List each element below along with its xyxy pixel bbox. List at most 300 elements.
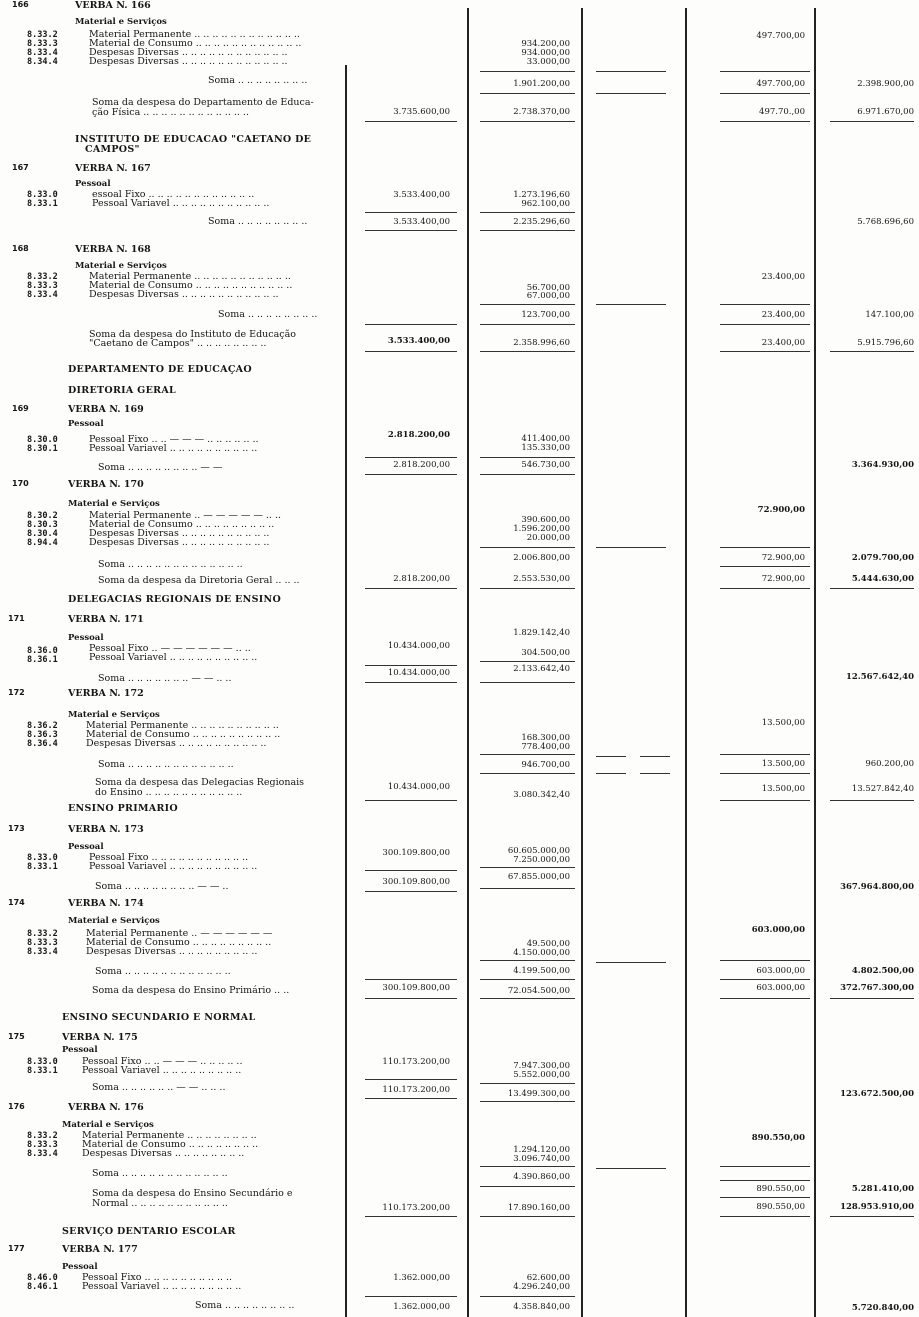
item-code: 8.30.4: [27, 529, 58, 539]
amount: 20.000,00: [526, 533, 570, 543]
amount: 72.900,00: [761, 574, 805, 584]
item-code: 8.34.4: [27, 57, 58, 67]
rule-line: [365, 324, 457, 325]
item-label: Despesas Diversas .. .. .. .. .. .. .. ..: [82, 1148, 245, 1159]
rule-line: [596, 304, 666, 305]
rule-line: [365, 682, 457, 683]
total-label: Soma da despesa das Delegacias Regionais: [95, 777, 305, 788]
amount: 2.235.296,60: [513, 217, 570, 227]
amount: 2.398.900,00: [857, 79, 914, 89]
amount: 23.400,00: [761, 272, 805, 282]
amount: 2.133.642,40: [513, 664, 570, 674]
amount: 13.500,00: [761, 759, 805, 769]
rule-line: [365, 870, 457, 871]
verba-marker: 169: [12, 404, 29, 413]
group-label: Pessoal: [62, 1262, 98, 1272]
rule-line: [640, 756, 670, 757]
rule-line: [596, 756, 626, 757]
rule-line: [480, 304, 575, 305]
verba-marker: 173: [8, 824, 25, 833]
rule-line: [480, 661, 575, 662]
amount: 4.358.840,00: [513, 1302, 570, 1312]
rule-line: [720, 566, 810, 567]
rule-line: [480, 457, 575, 458]
item-code: 8.33.3: [27, 39, 58, 49]
amount: 12.567.642,40: [845, 672, 914, 682]
total-label: Soma da despesa da Diretoria Geral .. .. ..: [98, 575, 300, 586]
amount: 1.294.120,00: [513, 1145, 570, 1155]
amount: 497.700,00: [756, 31, 805, 41]
item-code: 8.33.2: [27, 30, 58, 40]
rule-line: [365, 800, 457, 801]
total-label: Soma da despesa do Ensino Secundário e: [92, 1188, 293, 1199]
amount: 1.829.142,40: [513, 628, 570, 638]
rule-line: [365, 891, 457, 892]
item-label: Pessoal Fixo .. .. .. .. .. .. .. .. .. ..: [82, 1272, 233, 1283]
column-rule: [581, 8, 583, 1317]
amount: 890.550,00: [756, 1184, 805, 1194]
total-label: Soma da despesa do Ensino Primário .. ..: [92, 985, 290, 996]
rule-line: [480, 93, 575, 94]
rule-line: [365, 351, 457, 352]
item-code: 8.33.1: [27, 199, 58, 209]
rule-line: [830, 121, 914, 122]
item-code: 8.33.0: [27, 190, 58, 200]
soma-label: Soma .. .. .. .. .. .. .. .. — — ..: [95, 881, 229, 892]
rule-line: [480, 212, 575, 213]
amount: 7.947.300,00: [513, 1061, 570, 1071]
verba-marker: 167: [12, 163, 29, 172]
rule-line: [720, 800, 810, 801]
rule-line: [720, 304, 810, 305]
rule-line: [480, 1166, 575, 1167]
rule-line: [480, 474, 575, 475]
amount: 1.596.200,00: [513, 524, 570, 534]
item-code: 8.33.4: [27, 1149, 58, 1159]
rule-line: [720, 754, 810, 755]
verba-marker: 168: [12, 244, 29, 253]
item-label: Despesas Diversas .. .. .. .. .. .. .. .. .. .. .. ..: [89, 56, 288, 67]
rule-line: [480, 754, 575, 755]
verba-marker: 166: [12, 0, 29, 9]
item-code: 8.33.3: [27, 281, 58, 291]
amount: 1.362.000,00: [393, 1302, 450, 1312]
amount: 6.971.670,00: [857, 107, 914, 117]
verba-title: VERBA N. 173: [68, 824, 144, 835]
rule-line: [365, 588, 457, 589]
amount: 10.434.000,00: [387, 668, 450, 678]
amount: 5.444.630,00: [851, 574, 914, 584]
rule-line: [480, 324, 575, 325]
verba-title: VERBA N. 175: [62, 1032, 138, 1043]
amount: 3.735.600,00: [393, 107, 450, 117]
amount: 10.434.000,00: [387, 641, 450, 651]
group-label: Pessoal: [75, 179, 111, 189]
rule-line: [365, 1296, 457, 1297]
group-label: Pessoal: [62, 1045, 98, 1055]
amount: 946.700,00: [521, 760, 570, 770]
item-code: 8.36.0: [27, 646, 58, 656]
item-label: Pessoal Variavel .. .. .. .. .. .. .. .. .. ..: [89, 652, 258, 663]
group-label: Material e Serviços: [68, 916, 160, 926]
item-code: 8.36.1: [27, 655, 58, 665]
amount: 934.200,00: [521, 39, 570, 49]
soma-label: Soma .. .. .. .. .. .. .. ..: [208, 75, 308, 86]
section-heading: INSTITUTO DE EDUCACAO "CAETANO DE: [75, 134, 312, 145]
item-label: Material Permanente .. — — — — — —: [86, 928, 273, 939]
amount: 123.672.500,00: [840, 1089, 914, 1099]
item-label: Material Permanente .. — — — — — .. ..: [89, 510, 282, 521]
item-label: Pessoal Variavel .. .. .. .. .. .. .. .. ..: [82, 1065, 242, 1076]
soma-label: Soma .. .. .. .. .. .. .. .. .. .. .. ..: [98, 759, 234, 770]
amount: 60.605.000,00: [507, 846, 570, 856]
amount: 23.400,00: [761, 338, 805, 348]
verba-title: VERBA N. 169: [68, 404, 144, 415]
rule-line: [365, 998, 457, 999]
rule-line: [480, 351, 575, 352]
item-code: 8.30.2: [27, 511, 58, 521]
item-label: Pessoal Fixo .. .. — — — .. .. .. .. ..: [82, 1056, 243, 1067]
soma-label: Soma .. .. .. .. .. .. .. — — .. ..: [98, 673, 232, 684]
item-label: Material de Consumo .. .. .. .. .. .. .. ..: [82, 1139, 259, 1150]
amount: 2.358.996,60: [513, 338, 570, 348]
item-label: Pessoal Fixo .. — — — — — — .. ..: [89, 643, 251, 654]
amount: 72.900,00: [757, 505, 805, 515]
total-label: Soma da despesa do Departamento de Educa-: [92, 97, 314, 108]
item-label: Pessoal Fixo .. .. — — — .. .. .. .. .. ..: [89, 434, 259, 445]
rule-line: [830, 351, 914, 352]
amount: 13.499.300,00: [507, 1089, 570, 1099]
rule-line: [480, 773, 575, 774]
amount: 603.000,00: [756, 966, 805, 976]
rule-line: [365, 979, 457, 980]
rule-line: [480, 547, 575, 548]
rule-line: [480, 960, 575, 961]
verba-title: VERBA N. 168: [75, 244, 151, 255]
item-code: 8.46.1: [27, 1282, 58, 1292]
amount: 123.700,00: [521, 310, 570, 320]
amount: 5.281.410,00: [851, 1184, 914, 1194]
amount: 497.700,00: [756, 79, 805, 89]
group-label: Pessoal: [68, 419, 104, 429]
item-label: Material Permanente .. .. .. .. .. .. .. ..: [82, 1130, 257, 1141]
amount: 147.100,00: [865, 310, 914, 320]
verba-title: VERBA N. 170: [68, 479, 144, 490]
rule-line: [720, 979, 810, 980]
amount: 23.400,00: [761, 310, 805, 320]
item-code: 8.30.1: [27, 444, 58, 454]
soma-label: Soma .. .. .. .. .. .. .. .. .. .. .. .. ..: [98, 559, 243, 570]
soma-label: Soma .. .. .. .. .. .. .. ..: [195, 1300, 295, 1311]
item-code: 8.33.0: [27, 1057, 58, 1067]
rule-line: [480, 121, 575, 122]
amount: 168.300,00: [521, 733, 570, 743]
item-label: Despesas Diversas .. .. .. .. .. .. .. .. .. .. ..: [89, 289, 279, 300]
amount: 2.818.200,00: [387, 430, 450, 440]
total-label: Soma da despesa do Instituto de Educação: [89, 329, 296, 340]
rule-line: [480, 979, 575, 980]
rule-line: [640, 773, 670, 774]
rule-line: [480, 230, 575, 231]
item-label: Material Permanente .. .. .. .. .. .. .. .. .. .. .. ..: [89, 29, 300, 40]
item-code: 8.33.4: [27, 290, 58, 300]
amount: 7.250.000,00: [513, 855, 570, 865]
amount: 3.533.400,00: [393, 217, 450, 227]
amount: 304.500,00: [521, 648, 570, 658]
group-label: Material e Serviços: [62, 1120, 154, 1130]
amount: 110.173.200,00: [382, 1085, 450, 1095]
rule-line: [596, 962, 666, 963]
amount: 3.080.342,40: [513, 790, 570, 800]
soma-label: Soma .. .. .. .. .. .. .. ..: [218, 309, 318, 320]
rule-line: [480, 998, 575, 999]
rule-line: [596, 1168, 666, 1169]
amount: 603.000,00: [756, 983, 805, 993]
total-label: Normal .. .. .. .. .. .. .. .. .. .. ..: [92, 1198, 228, 1209]
amount: 603.000,00: [751, 925, 805, 935]
item-code: 8.46.0: [27, 1273, 58, 1283]
item-code: 8.36.2: [27, 721, 58, 731]
rule-line: [830, 588, 914, 589]
item-code: 8.33.1: [27, 1066, 58, 1076]
verba-title: VERBA N. 167: [75, 163, 151, 174]
rule-line: [480, 71, 575, 72]
soma-label: Soma .. .. .. .. .. .. .. .. .. .. .. ..: [95, 966, 231, 977]
amount: 497.70.,00: [759, 107, 805, 117]
section-heading: CAMPOS": [85, 144, 140, 155]
item-code: 8.33.4: [27, 947, 58, 957]
section-heading: DIRETORIA GERAL: [68, 385, 176, 396]
rule-line: [365, 1079, 457, 1080]
amount: 367.964.800,00: [840, 882, 914, 892]
verba-marker: 175: [8, 1032, 25, 1041]
rule-line: [480, 1101, 575, 1102]
item-code: 8.33.3: [27, 938, 58, 948]
rule-line: [480, 888, 575, 889]
amount: 17.890.160,00: [507, 1203, 570, 1213]
item-code: 8.33.4: [27, 48, 58, 58]
rule-line: [480, 867, 575, 868]
column-rule: [685, 8, 687, 1317]
section-heading: SERVIÇO DENTARIO ESCOLAR: [62, 1226, 236, 1237]
amount: 110.173.200,00: [382, 1057, 450, 1067]
item-code: 8.36.3: [27, 730, 58, 740]
amount: 2.738.370,00: [513, 107, 570, 117]
item-code: 8.33.3: [27, 1140, 58, 1150]
amount: 411.400,00: [521, 434, 570, 444]
total-label: ção Física .. .. .. .. .. .. .. .. .. .. .. ..: [92, 107, 249, 118]
amount: 128.953.910,00: [840, 1202, 914, 1212]
verba-title: VERBA N. 174: [68, 898, 144, 909]
item-label: Material de Consumo .. .. .. .. .. .. .. .. .. ..: [86, 729, 281, 740]
item-label: essoal Fixo .. .. .. .. .. .. .. .. .. .. .. ..: [92, 189, 255, 200]
section-heading: DELEGACIAS REGIONAIS DE ENSINO: [68, 594, 282, 605]
item-code: 8.33.2: [27, 929, 58, 939]
amount: 3.096.740,00: [513, 1154, 570, 1164]
verba-marker: 176: [8, 1102, 25, 1111]
amount: 390.600,00: [521, 515, 570, 525]
amount: 135.330,00: [521, 443, 570, 453]
verba-title: VERBA N. 166: [75, 0, 151, 11]
rule-line: [596, 93, 666, 94]
item-label: Despesas Diversas .. .. .. .. .. .. .. .. .. ..: [89, 528, 270, 539]
soma-label: Soma .. .. .. .. .. .. .. .. — —: [98, 462, 223, 473]
rule-line: [365, 1098, 457, 1099]
amount: 890.550,00: [751, 1133, 805, 1143]
verba-title: VERBA N. 171: [68, 614, 144, 625]
item-label: Pessoal Variavel .. .. .. .. .. .. .. .. .. ..: [89, 861, 258, 872]
amount: 13.527.842,40: [851, 784, 914, 794]
amount: 13.500,00: [761, 718, 805, 728]
group-label: Pessoal: [68, 633, 104, 643]
item-code: 8.33.0: [27, 853, 58, 863]
group-label: Pessoal: [68, 842, 104, 852]
column-rule: [345, 65, 347, 1317]
rule-line: [596, 71, 666, 72]
item-label: Despesas Diversas .. .. .. .. .. .. .. .. .. .. .. ..: [89, 47, 288, 58]
rule-line: [720, 773, 810, 774]
amount: 2.553.530,00: [513, 574, 570, 584]
rule-line: [720, 998, 810, 999]
group-label: Material e Serviços: [68, 499, 160, 509]
amount: 300.109.800,00: [382, 983, 450, 993]
rule-line: [480, 1216, 575, 1217]
section-heading: DEPARTAMENTO DE EDUCAÇAO: [68, 364, 252, 375]
amount: 5.552.000,00: [513, 1070, 570, 1080]
column-rule: [814, 8, 816, 1317]
amount: 110.173.200,00: [382, 1203, 450, 1213]
amount: 5.915.796,60: [857, 338, 914, 348]
rule-line: [365, 212, 457, 213]
amount: 962.100,00: [521, 199, 570, 209]
rule-line: [720, 588, 810, 589]
rule-line: [720, 547, 810, 548]
rule-line: [720, 960, 810, 961]
amount: 10.434.000,00: [387, 782, 450, 792]
rule-line: [596, 773, 626, 774]
section-heading: ENSINO SECUNDARIO E NORMAL: [62, 1012, 256, 1023]
amount: 2.818.200,00: [393, 574, 450, 584]
amount: 2.818.200,00: [393, 460, 450, 470]
rule-line: [480, 1186, 575, 1187]
rule-line: [480, 1083, 575, 1084]
soma-label: Soma .. .. .. .. .. .. — — .. .. ..: [92, 1082, 226, 1093]
amount: 5.768.696,60: [857, 217, 914, 227]
verba-marker: 170: [12, 479, 29, 488]
section-heading: ENSINO PRIMARIO: [68, 803, 178, 814]
amount: 300.109.800,00: [382, 877, 450, 887]
item-label: Pessoal Variavel .. .. .. .. .. .. .. .. .. .. ..: [92, 198, 270, 209]
item-label: Pessoal Variavel .. .. .. .. .. .. .. .. ..: [82, 1281, 242, 1292]
amount: 33.000,00: [526, 57, 570, 67]
rule-line: [720, 121, 810, 122]
amount: 72.054.500,00: [507, 986, 570, 996]
rule-line: [830, 1216, 914, 1217]
item-code: 8.33.2: [27, 272, 58, 282]
group-label: Material e Serviços: [68, 710, 160, 720]
amount: 4.390.860,00: [513, 1172, 570, 1182]
amount: 546.730,00: [521, 460, 570, 470]
item-label: Material Permanente .. .. .. .. .. .. .. .. .. ..: [86, 720, 279, 731]
column-rule: [467, 8, 469, 1317]
verba-title: VERBA N. 176: [68, 1102, 144, 1113]
amount: 67.000,00: [526, 291, 570, 301]
amount: 5.720.840,00: [851, 1303, 914, 1313]
rule-line: [720, 71, 810, 72]
item-code: 8.36.4: [27, 739, 58, 749]
soma-label: Soma .. .. .. .. .. .. .. .. .. .. .. ..: [92, 1168, 228, 1179]
item-label: Material Permanente .. .. .. .. .. .. .. .. .. .. ..: [89, 271, 291, 282]
amount: 1.273.196,60: [513, 190, 570, 200]
rule-line: [365, 474, 457, 475]
item-code: 8.30.3: [27, 520, 58, 530]
amount: 1.362.000,00: [393, 1273, 450, 1283]
rule-line: [365, 1216, 457, 1217]
total-label: "Caetano de Campos" .. .. .. .. .. .. .. ..: [89, 338, 267, 349]
amount: 778.400,00: [521, 742, 570, 752]
item-label: Material de Consumo .. .. .. .. .. .. .. .. .. .. ..: [89, 280, 293, 291]
rule-line: [596, 547, 666, 548]
amount: 4.296.240,00: [513, 1282, 570, 1292]
rule-line: [720, 1166, 810, 1167]
amount: 934.000,00: [521, 48, 570, 58]
amount: 1.901.200,00: [513, 79, 570, 89]
amount: 13.500,00: [761, 784, 805, 794]
item-code: 8.33.2: [27, 1131, 58, 1141]
rule-line: [365, 121, 457, 122]
amount: 62.600,00: [526, 1273, 570, 1283]
verba-marker: 177: [8, 1244, 25, 1253]
rule-line: [720, 93, 810, 94]
amount: 4.150.000,00: [513, 948, 570, 958]
amount: 49.500,00: [526, 939, 570, 949]
amount: 3.364.930,00: [851, 460, 914, 470]
item-label: Material de Consumo .. .. .. .. .. .. .. .. .. .. .. ..: [89, 38, 302, 49]
amount: 67.855.000,00: [507, 872, 570, 882]
amount: 300.109.800,00: [382, 848, 450, 858]
item-label: Despesas Diversas .. .. .. .. .. .. .. .. .. ..: [86, 738, 267, 749]
item-code: 8.33.1: [27, 862, 58, 872]
group-label: Material e Serviços: [75, 17, 167, 27]
item-label: Despesas Diversas .. .. .. .. .. .. .. .. .. ..: [89, 537, 270, 548]
amount: 2.006.800,00: [513, 553, 570, 563]
rule-line: [830, 800, 914, 801]
item-label: Pessoal Variavel .. .. .. .. .. .. .. .. .. ..: [89, 443, 258, 454]
amount: 4.802.500,00: [851, 966, 914, 976]
amount: 372.767.300,00: [840, 983, 914, 993]
soma-label: Soma .. .. .. .. .. .. .. ..: [208, 216, 308, 227]
amount: 3.533.400,00: [393, 190, 450, 200]
rule-line: [365, 230, 457, 231]
amount: 3.533.400,00: [387, 336, 450, 346]
rule-line: [365, 665, 457, 666]
amount: 56.700,00: [526, 283, 570, 293]
rule-line: [830, 998, 914, 999]
item-label: Material de Consumo .. .. .. .. .. .. .. .. ..: [86, 937, 272, 948]
rule-line: [720, 1197, 810, 1198]
verba-title: VERBA N. 177: [62, 1244, 138, 1255]
item-label: Pessoal Fixo .. .. .. .. .. .. .. .. .. .. ..: [89, 852, 249, 863]
rule-line: [720, 351, 810, 352]
item-label: Material de Consumo .. .. .. .. .. .. .. .. ..: [89, 519, 275, 530]
rule-line: [365, 457, 457, 458]
rule-line: [480, 588, 575, 589]
amount: 960.200,00: [865, 759, 914, 769]
item-label: Despesas Diversas .. .. .. .. .. .. .. .. ..: [86, 946, 258, 957]
total-label: do Ensino .. .. .. .. .. .. .. .. .. .. ..: [95, 787, 243, 798]
rule-line: [480, 1296, 575, 1297]
amount: 890.550,00: [756, 1202, 805, 1212]
